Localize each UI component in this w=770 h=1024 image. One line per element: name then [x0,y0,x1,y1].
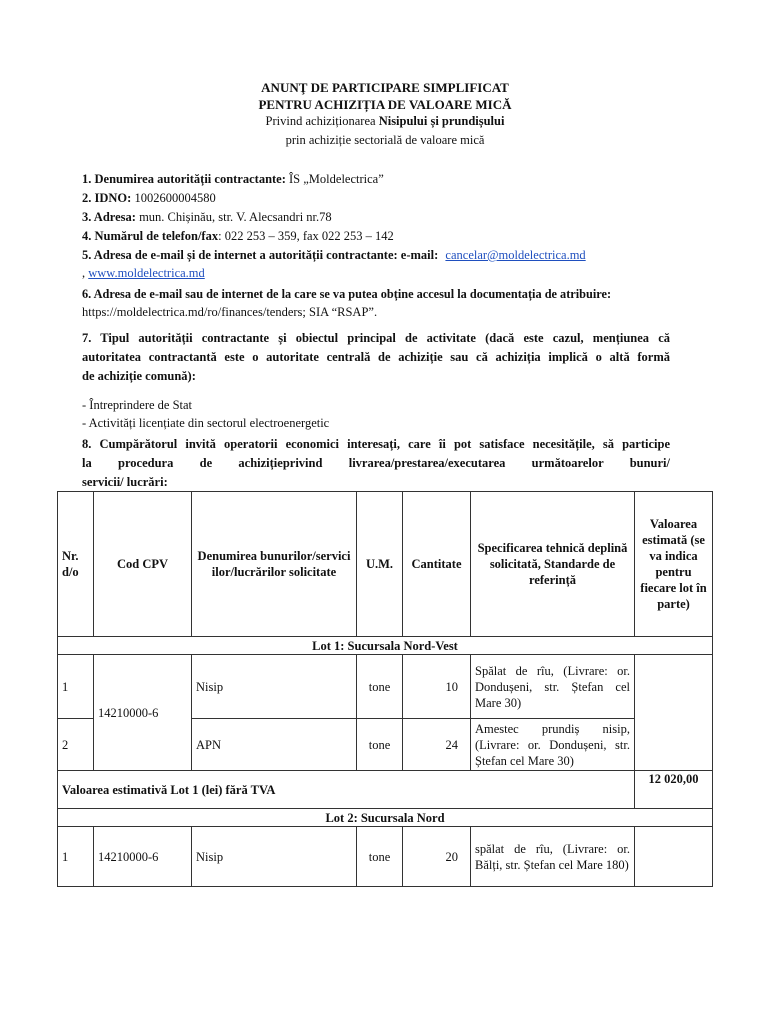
header-nr: Nr. d/o [58,492,94,637]
website-link[interactable]: www.moldelectrica.md [88,266,205,280]
field-value: 1002600004580 [134,191,216,205]
lot-title-row [58,637,713,655]
field-phone-fax [82,229,394,244]
field-label: 3. Adresa: [82,210,136,224]
field-address [82,210,332,225]
procurement-table [57,491,713,887]
doc-title-line2: PENTRU ACHIZIȚIA DE VALOARE MICĂ [258,97,512,112]
doc-subtitle [0,114,770,129]
lot-1-total-value: 12 020,00 [635,771,713,809]
row-name: Nisip [192,655,357,719]
field-7-line2: autoritatea contractantă este o autoritate centrală de achiziție sau că achiziția implică o altă formă [82,350,670,364]
table-row [58,827,713,887]
comma-separator: , [82,266,86,280]
field-8-line1: 8. Cumpărătorul invită operatorii economici interesați, care îi pot satisface necesitățile, să participe [82,437,670,451]
header-spec: Specificarea tehnică deplină solicitată, Standarde de referință [471,492,635,637]
row-um: tone [357,719,403,771]
field-web-line [82,266,205,281]
row-nr: 2 [58,719,94,771]
header-name: Denumirea bunurilor/serviciilor/lucrărilor solicitate [192,492,357,637]
table-row [58,655,713,719]
doc-subtitle-2: prin achiziție sectorială de valoare mică [285,133,485,147]
header-qty: Cantitate [403,492,471,637]
lot-title-row [58,809,713,827]
field-8-line2: la procedura de achizițieprivind livrarea/prestarea/executarea următoarelor bunuri/ [82,456,670,470]
field-label: 5. Adresa de e-mail și de internet a autorității contractante: e-mail: [82,248,439,262]
field-7-line1: 7. Tipul autorității contractante și obiectul principal de activitate (dacă este cazul, mențiunea că [82,331,670,345]
email-link[interactable]: cancelar@moldelectrica.md [445,248,586,262]
field-7-line3: de achiziție comună): [82,369,196,383]
doc-title-line1: ANUNŢ DE PARTICIPARE SIMPLIFICAT [261,80,509,95]
table-header-row [58,492,713,637]
row-qty: 24 [403,719,471,771]
field-docs-access-value[interactable]: https://moldelectrica.md/ro/finances/tenders; SIA “RSAP”. [82,305,378,319]
activity-item-2: - Activități licențiate din sectorul electroenergetic [82,416,330,430]
row-qty: 20 [403,827,471,887]
row-spec: Amestec prundiș nisip, (Livrare: or. Dondușeni, str. Ștefan cel Mare 30) [471,719,635,771]
subtitle-subject: Nisipului și prundișului [378,114,505,128]
lot-1-title: Lot 1: Sucursala Nord-Vest [58,637,713,655]
row-qty: 10 [403,655,471,719]
header-cpv: Cod CPV [94,492,192,637]
row-name: APN [192,719,357,771]
row-cpv: 14210000-6 [94,827,192,887]
header-value: Valoarea estimată (se va indica pentru fiecare lot în parte) [635,492,713,637]
activity-item-1: - Întreprindere de Stat [82,398,193,412]
lot-1-total-label: Valoarea estimativă Lot 1 (lei) fără TVA [58,771,635,809]
field-authority-name [82,172,384,187]
lot-2-value-cell [635,827,713,887]
row-spec: Spălat de rîu, (Livrare: or. Dondușeni, str. Ștefan cel Mare 30) [471,655,635,719]
field-value: mun. Chișinău, str. V. Alecsandri nr.78 [139,210,332,224]
field-8-line3: servicii/ lucrări: [82,475,168,489]
lot-2-title: Lot 2: Sucursala Nord [58,809,713,827]
row-name: Nisip [192,827,357,887]
row-um: tone [357,655,403,719]
subtitle-prefix: Privind achiziționarea [265,114,376,128]
field-value: ÎS „Moldelectrica” [289,172,384,186]
header-um: U.M. [357,492,403,637]
row-nr: 1 [58,827,94,887]
field-label: 2. IDNO: [82,191,132,205]
field-email-web [82,248,586,263]
field-docs-access-label: 6. Adresa de e-mail sau de internet de la care se va putea obține accesul la documentația de atribuire: [82,287,612,301]
field-label: 4. Numărul de telefon/fax [82,229,219,243]
lot-total-row [58,771,713,809]
row-cpv: 14210000-6 [94,655,192,771]
row-um: tone [357,827,403,887]
row-spec: spălat de rîu, (Livrare: or. Bălți, str. Ștefan cel Mare 180) [471,827,635,887]
field-label: 1. Denumirea autorității contractante: [82,172,286,186]
field-idno [82,191,216,206]
field-value: : 022 253 – 359, fax 022 253 – 142 [218,229,394,243]
lot-1-value-cell [635,655,713,771]
row-nr: 1 [58,655,94,719]
